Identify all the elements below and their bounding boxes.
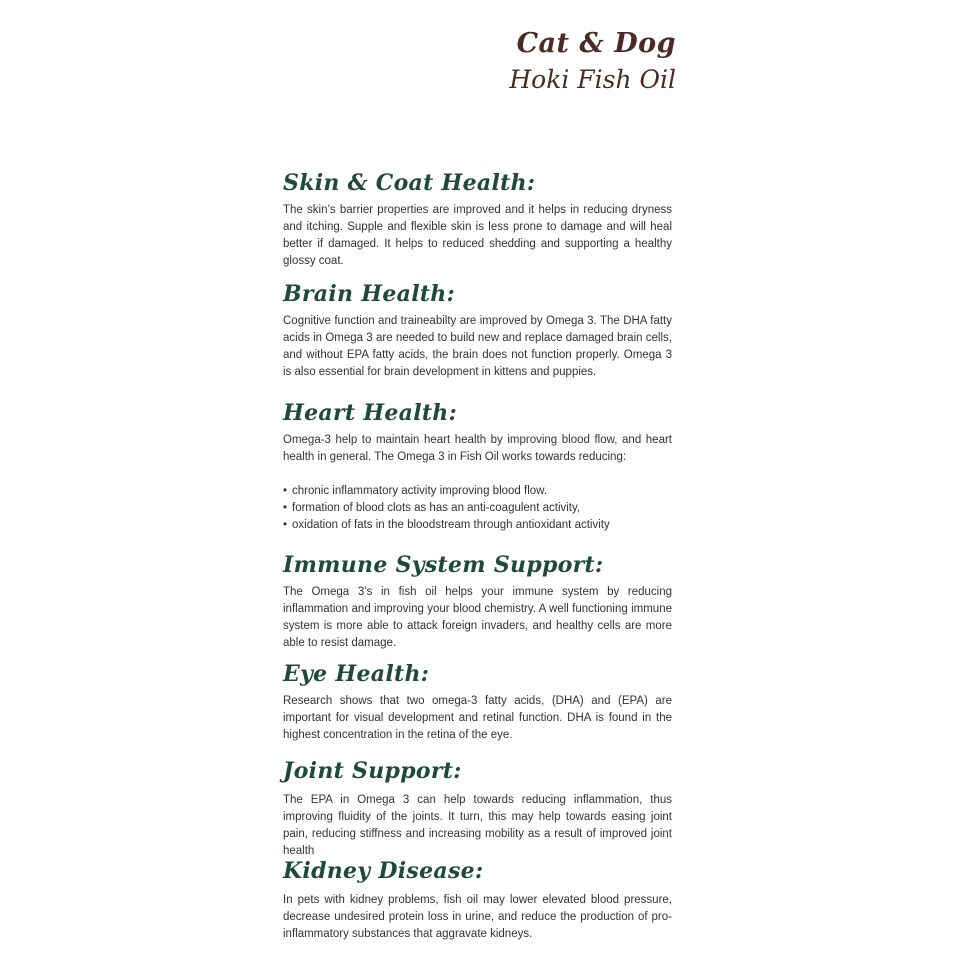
bullet-icon: • xyxy=(283,502,288,514)
section-body: In pets with kidney problems, fish oil may lower elevated blood pressure, decrease undesired protein loss in urine, and reduce the production of pro-inflammatory substances that aggravate kidneys. xyxy=(283,894,672,940)
section-body: Research shows that two omega-3 fatty acids, (DHA) and (EPA) are important for visual development and retinal function. DHA is found in the highest concentration in the retina of the eye. xyxy=(283,695,672,741)
section-heading: Skin & Coat Health: xyxy=(283,170,536,196)
section-body: Omega-3 help to maintain heart health by improving blood flow, and heart health in general. The Omega 3 in Fish Oil works towards reducing: xyxy=(283,434,672,463)
section-heading: Heart Health: xyxy=(283,400,458,426)
page-subtitle: Hoki Fish Oil xyxy=(509,65,676,94)
bullet-icon: • xyxy=(283,485,288,497)
bullet-list xyxy=(283,483,672,534)
section-eye xyxy=(283,659,672,744)
section-heading: Kidney Disease: xyxy=(283,858,484,884)
list-item xyxy=(283,500,672,517)
section-heading: Brain Health: xyxy=(283,281,456,307)
section-heart xyxy=(283,398,672,534)
list-item-text: chronic inflammatory activity improving blood flow. xyxy=(292,485,548,497)
section-heading: Eye Health: xyxy=(283,661,430,687)
section-heading: Immune System Support: xyxy=(283,552,604,578)
section-brain xyxy=(283,279,672,381)
section-skin-coat xyxy=(283,168,672,270)
section-kidney xyxy=(283,856,672,943)
title-block xyxy=(509,26,676,98)
page-title: Cat & Dog xyxy=(516,28,676,59)
section-heading: Joint Support: xyxy=(283,758,462,784)
list-item-text: oxidation of fats in the bloodstream through antioxidant activity xyxy=(292,519,610,531)
bullet-icon: • xyxy=(283,519,288,531)
list-item-text: formation of blood clots as has an anti-coagulent activity, xyxy=(292,502,581,514)
list-item xyxy=(283,483,672,500)
section-body: The Omega 3’s in fish oil helps your immune system by reducing inflammation and improving your blood chemistry. A well functioning immune system is more able to attack foreign invaders, and healthy cells are more able to resist damage. xyxy=(283,586,672,649)
list-item xyxy=(283,517,672,534)
section-body: The EPA in Omega 3 can help towards reducing inflammation, thus improving fluidity of the joints. It turn, this may help towards easing joint pain, reducing stiffness and increasing mobility as a result of improved joint health xyxy=(283,794,672,857)
section-immune xyxy=(283,550,672,652)
section-body: The skin’s barrier properties are improved and it helps in reducing dryness and itching. Supple and flexible skin is less prone to damage and will heal better if damaged. It helps to reduced shedding and supporting a healthy glossy coat. xyxy=(283,204,672,267)
section-body: Cognitive function and traineabilty are improved by Omega 3. The DHA fatty acids in Omega 3 are needed to build new and replace damaged brain cells, and without EPA fatty acids, the brain does not function properly. Omega 3 is also essential for brain development in kittens and puppies. xyxy=(283,315,672,378)
section-joint xyxy=(283,756,672,860)
